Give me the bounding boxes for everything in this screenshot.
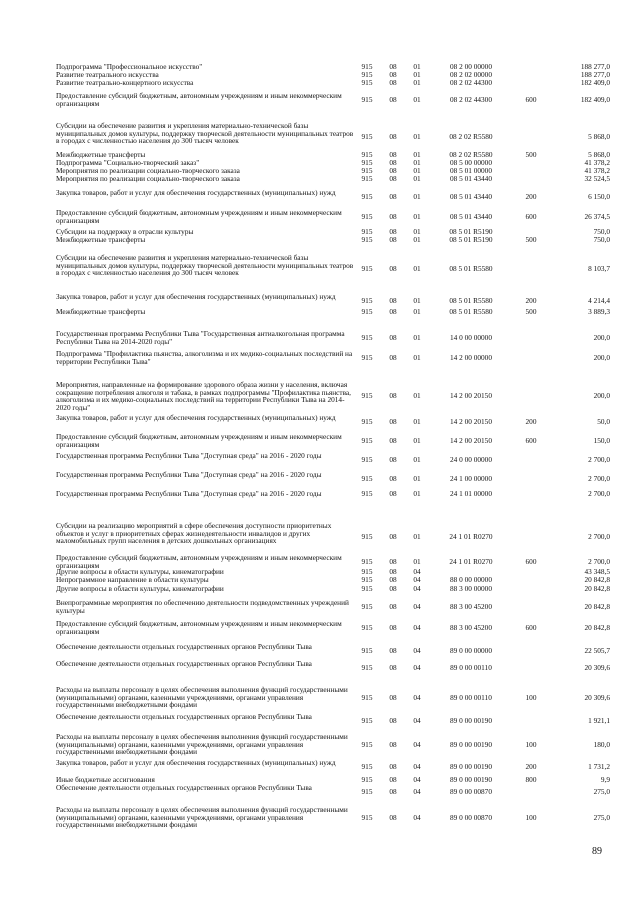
row-name: Непрограммное направление в области культуры	[56, 575, 209, 584]
row-c1: 915	[361, 716, 373, 725]
row-c2: 08	[389, 264, 397, 273]
row-c4: 24 1 00 00000	[450, 474, 492, 483]
row-c2: 08	[389, 623, 397, 632]
row-c1: 915	[361, 264, 373, 273]
row-name: Государственная программа Республики Тыва "Доступная среда" на 2016 - 2020 годы	[56, 451, 322, 460]
row-c2: 08	[389, 150, 397, 159]
row-c6: 9,9	[600, 775, 610, 784]
row-name: Подпрограмма "Профилактика пьянства, алкоголизма и их медико-социальных последствий на территории Республики Тыва"	[56, 349, 353, 366]
row-name: Предоставление субсидий бюджетным, автономным учреждениям и иным некоммерческим организациям	[56, 553, 342, 570]
row-c3: 01	[413, 166, 421, 175]
row-c2: 08	[389, 166, 397, 175]
row-c3: 01	[413, 296, 421, 305]
row-c4: 08 2 02 R5580	[449, 150, 493, 159]
row-c4: 89 0 00 00000	[450, 646, 492, 655]
row-c6: 20 309,6	[584, 663, 610, 672]
row-c1: 915	[361, 353, 373, 362]
row-c6: 275,0	[593, 813, 610, 822]
row-name: Обеспечение деятельности отдельных государственных органов Республики Тыва	[56, 642, 312, 651]
row-c5: 100	[525, 740, 537, 749]
row-c2: 08	[389, 455, 397, 464]
row-name: Другие вопросы в области культуры, кинематографии	[56, 567, 224, 576]
row-c3: 01	[413, 70, 421, 79]
row-c1: 915	[361, 584, 373, 593]
row-c2: 08	[389, 602, 397, 611]
row-c6: 2 700,0	[588, 455, 610, 464]
row-c1: 915	[361, 567, 373, 576]
row-c6: 20 842,8	[584, 575, 610, 584]
row-c1: 915	[361, 532, 373, 541]
row-name: Предоставление субсидий бюджетным, автономным учреждениям и иным некоммерческим организациям	[56, 432, 342, 449]
row-c3: 01	[413, 235, 421, 244]
row-c6: 188 277,0	[580, 70, 610, 79]
row-c6: 200,0	[593, 353, 610, 362]
row-c6: 275,0	[593, 787, 610, 796]
row-c4: 08 5 01 00000	[450, 166, 492, 175]
row-c1: 915	[361, 646, 373, 655]
row-c1: 915	[361, 623, 373, 632]
row-c3: 01	[413, 353, 421, 362]
row-c2: 08	[389, 95, 397, 104]
row-c4: 08 5 01 43440	[450, 212, 492, 221]
row-c6: 2 700,0	[588, 489, 610, 498]
row-c4: 08 5 01 R5580	[449, 296, 493, 305]
row-name: Иные бюджетные ассигнования	[56, 775, 155, 784]
row-c3: 01	[413, 150, 421, 159]
row-c6: 26 374,5	[584, 212, 610, 221]
row-c6: 20 842,8	[584, 584, 610, 593]
row-c4: 88 0 00 00000	[450, 575, 492, 584]
row-c1: 915	[361, 78, 373, 87]
row-name: Межбюджетные трансферты	[56, 150, 146, 159]
row-c3: 01	[413, 192, 421, 201]
row-c2: 08	[389, 158, 397, 167]
row-c2: 08	[389, 78, 397, 87]
row-c4: 24 1 01 00000	[450, 489, 492, 498]
row-c1: 915	[361, 740, 373, 749]
row-c4: 89 0 00 00190	[450, 716, 492, 725]
row-c3: 04	[413, 663, 421, 672]
row-c3: 01	[413, 474, 421, 483]
row-c3: 04	[413, 716, 421, 725]
row-c3: 04	[413, 623, 421, 632]
row-name: Государственная программа Республики Тыва "Государственная антиалкогольная программа Республики Тыва на 2014-2020 годы"	[56, 329, 345, 346]
row-c6: 6 150,0	[588, 192, 610, 201]
row-c6: 8 103,7	[588, 264, 610, 273]
row-c4: 88 3 00 45200	[450, 602, 492, 611]
row-c4: 89 0 00 00110	[450, 693, 492, 702]
row-c3: 04	[413, 575, 421, 584]
row-c3: 01	[413, 307, 421, 316]
row-c5: 100	[525, 693, 537, 702]
row-c2: 08	[389, 584, 397, 593]
row-c3: 04	[413, 602, 421, 611]
row-c2: 08	[389, 235, 397, 244]
row-c5: 200	[525, 762, 537, 771]
row-c4: 08 5 01 R5190	[449, 235, 493, 244]
row-c1: 915	[361, 417, 373, 426]
row-c3: 01	[413, 78, 421, 87]
row-c1: 915	[361, 158, 373, 167]
row-c6: 32 524,5	[584, 174, 610, 183]
row-c2: 08	[389, 489, 397, 498]
row-c6: 2 700,0	[588, 474, 610, 483]
row-c6: 150,0	[593, 436, 610, 445]
row-name: Закупка товаров, работ и услуг для обеспечения государственных (муниципальных) нужд	[56, 758, 336, 767]
row-c4: 89 0 00 00870	[450, 787, 492, 796]
row-c2: 08	[389, 787, 397, 796]
row-c4: 24 1 01 R0270	[449, 557, 493, 566]
row-name: Подпрограмма "Социально-творческий заказ"	[56, 158, 200, 167]
row-c2: 08	[389, 740, 397, 749]
row-c1: 915	[361, 132, 373, 141]
row-c2: 08	[389, 557, 397, 566]
row-c1: 915	[361, 602, 373, 611]
row-name: Обеспечение деятельности отдельных государственных органов Республики Тыва	[56, 783, 312, 792]
row-c6: 750,0	[593, 227, 610, 236]
row-c3: 01	[413, 436, 421, 445]
row-name: Мероприятия по реализации социально-творческого заказа	[56, 166, 240, 175]
row-name: Предоставление субсидий бюджетным, автономным учреждениям и иным некоммерческим организациям	[56, 91, 342, 108]
row-name: Предоставление субсидий бюджетным, автономным учреждениям и иным некоммерческим организациям	[56, 619, 342, 636]
row-c2: 08	[389, 716, 397, 725]
row-name: Субсидии на обеспечение развития и укрепления материально-технической базы муниципальных домов культуры, поддержку творческой деятельности муниципальных театров в городах с численностью населения до 300 тысяч человек	[56, 253, 354, 278]
row-c4: 89 0 00 00190	[450, 775, 492, 784]
row-c6: 2 700,0	[588, 557, 610, 566]
row-c6: 50,0	[597, 417, 610, 426]
row-c5: 100	[525, 813, 537, 822]
row-c1: 915	[361, 436, 373, 445]
row-c2: 08	[389, 813, 397, 822]
row-c3: 01	[413, 489, 421, 498]
row-c2: 08	[389, 333, 397, 342]
row-c3: 01	[413, 62, 421, 71]
row-c1: 915	[361, 296, 373, 305]
row-c1: 915	[361, 62, 373, 71]
row-name: Предоставление субсидий бюджетным, автономным учреждениям и иным некоммерческим организациям	[56, 208, 342, 225]
row-c2: 08	[389, 212, 397, 221]
row-c1: 915	[361, 192, 373, 201]
row-c6: 750,0	[593, 235, 610, 244]
row-name: Обеспечение деятельности отдельных государственных органов Республики Тыва	[56, 712, 312, 721]
row-c2: 08	[389, 296, 397, 305]
row-c6: 22 505,7	[584, 646, 610, 655]
row-c1: 915	[361, 95, 373, 104]
row-c3: 01	[413, 417, 421, 426]
row-c5: 600	[525, 212, 537, 221]
row-c3: 01	[413, 264, 421, 273]
row-c1: 915	[361, 813, 373, 822]
row-name: Расходы на выплаты персоналу в целях обеспечения выполнения функций государственными (муниципальными) органами, казенными учреждениями, органами управления государственными внебюджетными фондами	[56, 685, 348, 710]
row-c1: 915	[361, 663, 373, 672]
row-c5: 200	[525, 192, 537, 201]
row-c4: 14 2 00 00000	[450, 353, 492, 362]
row-name: Развитие театрального искусства	[56, 70, 159, 79]
row-c6: 5 868,0	[588, 132, 610, 141]
row-c3: 04	[413, 762, 421, 771]
row-c3: 01	[413, 174, 421, 183]
row-c6: 200,0	[593, 333, 610, 342]
row-c1: 915	[361, 391, 373, 400]
row-c5: 600	[525, 436, 537, 445]
row-name: Подпрограмма "Профессиональное искусство"	[56, 62, 203, 71]
row-c1: 915	[361, 235, 373, 244]
row-c1: 915	[361, 333, 373, 342]
row-c3: 04	[413, 740, 421, 749]
row-c5: 500	[525, 235, 537, 244]
row-c2: 08	[389, 567, 397, 576]
row-c6: 2 700,0	[588, 532, 610, 541]
row-c4: 89 0 00 00870	[450, 813, 492, 822]
row-c4: 88 3 00 45200	[450, 623, 492, 632]
row-c4: 24 1 01 R0270	[449, 532, 493, 541]
row-c3: 01	[413, 158, 421, 167]
row-c4: 14 2 00 20150	[450, 436, 492, 445]
row-c6: 41 378,2	[584, 166, 610, 175]
row-c6: 182 409,0	[580, 95, 610, 104]
row-c4: 08 2 00 00000	[450, 62, 492, 71]
row-c2: 08	[389, 693, 397, 702]
row-c4: 89 0 00 00190	[450, 762, 492, 771]
row-c3: 01	[413, 227, 421, 236]
row-name: Внепрограммные мероприятия по обеспечению деятельности подведомственных учреждений культуры	[56, 598, 349, 615]
row-c4: 08 2 02 44300	[450, 78, 492, 87]
row-c3: 01	[413, 391, 421, 400]
row-name: Расходы на выплаты персоналу в целях обеспечения выполнения функций государственными (муниципальными) органами, казенными учреждениями, органами управления государственными внебюджетными фондами	[56, 805, 348, 830]
row-c2: 08	[389, 532, 397, 541]
row-c3: 01	[413, 95, 421, 104]
page-number: 89	[592, 846, 602, 857]
row-name: Мероприятия по реализации социально-творческого заказа	[56, 174, 240, 183]
row-c3: 01	[413, 455, 421, 464]
row-c3: 04	[413, 813, 421, 822]
row-c2: 08	[389, 391, 397, 400]
row-c6: 20 842,8	[584, 602, 610, 611]
row-c2: 08	[389, 663, 397, 672]
row-c2: 08	[389, 227, 397, 236]
row-c2: 08	[389, 307, 397, 316]
row-name: Субсидии на реализацию мероприятий в сфере обеспечения доступности приоритетных объектов и услуг в приоритетных сферах жизнедеятельности инвалидов и других маломобильных групп населения в детских дошкольных организациях	[56, 521, 332, 546]
row-c1: 915	[361, 489, 373, 498]
row-c6: 20 842,8	[584, 623, 610, 632]
row-c4: 08 5 01 R5580	[449, 307, 493, 316]
row-c2: 08	[389, 646, 397, 655]
row-c3: 01	[413, 532, 421, 541]
row-c5: 200	[525, 417, 537, 426]
row-c6: 188 277,0	[580, 62, 610, 71]
row-name: Государственная программа Республики Тыва "Доступная среда" на 2016 - 2020 годы	[56, 470, 322, 479]
row-c1: 915	[361, 166, 373, 175]
row-c4: 08 2 02 44300	[450, 95, 492, 104]
row-c5: 600	[525, 95, 537, 104]
row-c6: 41 378,2	[584, 158, 610, 167]
row-c2: 08	[389, 775, 397, 784]
row-c6: 5 868,0	[588, 150, 610, 159]
row-c3: 04	[413, 787, 421, 796]
row-c2: 08	[389, 575, 397, 584]
row-c3: 01	[413, 333, 421, 342]
row-c4: 08 5 00 00000	[450, 158, 492, 167]
row-c1: 915	[361, 174, 373, 183]
row-c3: 04	[413, 775, 421, 784]
row-c1: 915	[361, 575, 373, 584]
row-name: Закупка товаров, работ и услуг для обеспечения государственных (муниципальных) нужд	[56, 292, 336, 301]
row-c6: 20 309,6	[584, 693, 610, 702]
row-name: Закупка товаров, работ и услуг для обеспечения государственных (муниципальных) нужд	[56, 413, 336, 422]
row-c3: 04	[413, 646, 421, 655]
row-c3: 04	[413, 584, 421, 593]
row-c2: 08	[389, 417, 397, 426]
row-c2: 08	[389, 474, 397, 483]
row-c3: 01	[413, 132, 421, 141]
row-c1: 915	[361, 150, 373, 159]
row-c6: 1 731,2	[588, 762, 610, 771]
row-c1: 915	[361, 307, 373, 316]
row-c1: 915	[361, 787, 373, 796]
row-c2: 08	[389, 62, 397, 71]
row-c2: 08	[389, 192, 397, 201]
row-c2: 08	[389, 174, 397, 183]
row-c1: 915	[361, 474, 373, 483]
row-c2: 08	[389, 762, 397, 771]
row-c1: 915	[361, 70, 373, 79]
row-c4: 08 5 01 43440	[450, 174, 492, 183]
row-c6: 180,0	[593, 740, 610, 749]
row-c6: 3 889,3	[588, 307, 610, 316]
row-name: Государственная программа Республики Тыва "Доступная среда" на 2016 - 2020 годы	[56, 489, 322, 498]
row-c4: 14 2 00 20150	[450, 391, 492, 400]
row-c4: 08 2 02 00000	[450, 70, 492, 79]
row-c2: 08	[389, 132, 397, 141]
row-c5: 600	[525, 623, 537, 632]
row-c6: 1 921,1	[588, 716, 610, 725]
row-c2: 08	[389, 436, 397, 445]
row-name: Развитие театрально-концертного искусства	[56, 78, 194, 87]
row-c1: 915	[361, 455, 373, 464]
row-c1: 915	[361, 227, 373, 236]
row-name: Закупка товаров, работ и услуг для обеспечения государственных (муниципальных) нужд	[56, 188, 336, 197]
row-c2: 08	[389, 353, 397, 362]
row-c4: 88 3 00 00000	[450, 584, 492, 593]
row-c1: 915	[361, 775, 373, 784]
row-c3: 01	[413, 557, 421, 566]
row-c4: 08 5 01 R5190	[449, 227, 493, 236]
row-c6: 43 348,5	[584, 567, 610, 576]
row-name: Обеспечение деятельности отдельных государственных органов Республики Тыва	[56, 659, 312, 668]
row-c4: 89 0 00 00190	[450, 740, 492, 749]
row-c5: 500	[525, 307, 537, 316]
row-c6: 4 214,4	[588, 296, 610, 305]
row-c5: 800	[525, 775, 537, 784]
row-c6: 200,0	[593, 391, 610, 400]
row-c5: 200	[525, 296, 537, 305]
row-name: Мероприятия, направленные на формирование здорового образа жизни у населения, включая сокращение потребления алкоголя и табака, в рамках подпрограммы "Профилактика пьянства, алкоголизма и их медико-социальных последствий на территории Республики Тыва на 2014-2020 годы"	[56, 380, 351, 412]
row-c1: 915	[361, 762, 373, 771]
row-c5: 500	[525, 150, 537, 159]
row-c4: 89 0 00 00110	[450, 663, 492, 672]
row-c4: 08 2 02 R5580	[449, 132, 493, 141]
row-c3: 04	[413, 693, 421, 702]
row-c3: 01	[413, 212, 421, 221]
row-name: Расходы на выплаты персоналу в целях обеспечения выполнения функций государственными (муниципальными) органами, казенными учреждениями, органами управления государственными внебюджетными фондами	[56, 732, 348, 757]
row-c1: 915	[361, 693, 373, 702]
row-c6: 182 409,0	[580, 78, 610, 87]
row-c1: 915	[361, 212, 373, 221]
row-c1: 915	[361, 557, 373, 566]
row-name: Другие вопросы в области культуры, кинематографии	[56, 584, 224, 593]
row-c5: 600	[525, 557, 537, 566]
row-name: Межбюджетные трансферты	[56, 307, 146, 316]
row-c4: 14 2 00 20150	[450, 417, 492, 426]
row-c3: 04	[413, 567, 421, 576]
row-name: Субсидии на обеспечение развития и укрепления материально-технической базы муниципальных домов культуры, поддержку творческой деятельности муниципальных театров в городах с численностью населения до 300 тысяч человек	[56, 121, 354, 146]
row-name: Субсидии на поддержку в отрасли культуры	[56, 227, 194, 236]
row-c4: 08 5 01 R5580	[449, 264, 493, 273]
row-name: Межбюджетные трансферты	[56, 235, 146, 244]
row-c4: 14 0 00 00000	[450, 333, 492, 342]
row-c2: 08	[389, 70, 397, 79]
row-c4: 24 0 00 00000	[450, 455, 492, 464]
row-c4: 08 5 01 43440	[450, 192, 492, 201]
